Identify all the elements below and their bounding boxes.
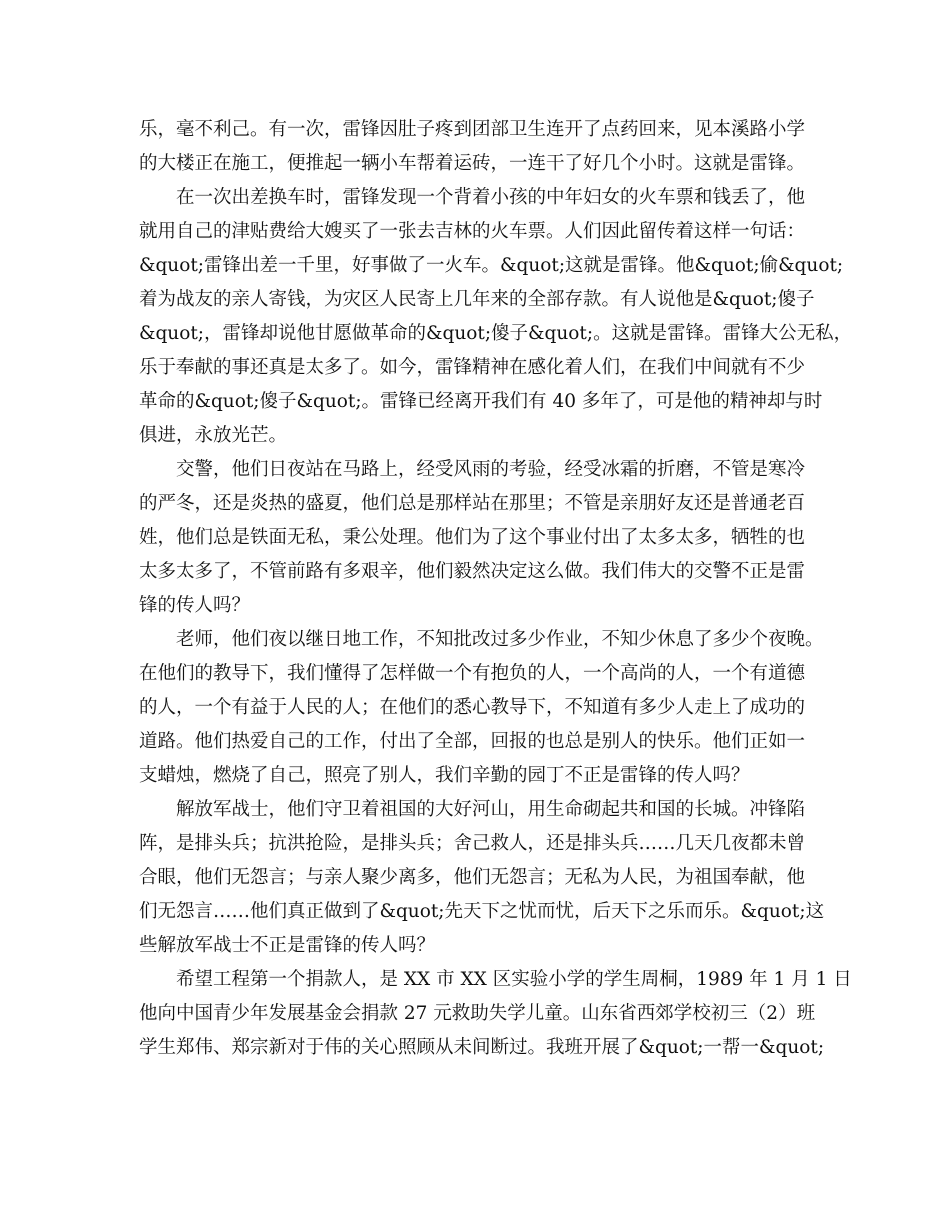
text-line: 些解放军战士不正是雷锋的传人吗？ [139,935,436,956]
text-line: 在他们的教导下，我们懂得了怎样做一个有抱负的人，一个高尚的人，一个有道德 [139,663,806,684]
text-line: 俱进，永放光芒。 [139,425,288,446]
text-line: 支蜡烛，燃烧了自己，照亮了别人，我们辛勤的园丁不正是雷锋的传人吗？ [139,765,750,786]
text-line: 们无怨言……他们真正做到了&quot;先天下之忧而忧，后天下之乐而乐。&quot;这 [139,901,825,922]
paragraph-start-line: 老师，他们夜以继日地工作，不知批改过多少作业，不知少休息了多少个夜晚。 [176,629,824,650]
text-line: 着为战友的亲人寄钱，为灾区人民寄上几年来的全部存款。有人说他是&quot;傻子 [139,289,815,310]
text-line: 太多太多了，不管前路有多艰辛，他们毅然决定这么做。我们伟大的交警不正是雷 [139,561,806,582]
paragraph-start-line: 交警，他们日夜站在马路上，经受风雨的考验，经受冰霜的折磨，不管是寒冷 [176,459,806,480]
text-line: 革命的&quot;傻子&quot;。雷锋已经离开我们有 40 多年了，可是他的精神却与时 [139,391,823,412]
text-line: 乐，毫不利己。有一次，雷锋因肚子疼到团部卫生连开了点药回来，见本溪路小学 [139,119,806,140]
paragraph-start-line: 在一次出差换车时，雷锋发现一个背着小孩的中年妇女的火车票和钱丢了，他 [176,187,806,208]
text-line: 阵，是排头兵；抗洪抢险，是排头兵；舍己救人，还是排头兵……几天几夜都未曾 [139,833,806,854]
paragraph-start-line: 希望工程第一个捐款人，是 XX 市 XX 区实验小学的学生周桐，1989 年 1 月 1 日 [176,969,852,990]
text-line: 的人，一个有益于人民的人；在他们的悉心教导下，不知道有多少人走上了成功的 [139,697,806,718]
text-line: 学生郑伟、郑宗新对于伟的关心照顾从未间断过。我班开展了&quot;一帮一&quot; [139,1037,825,1058]
text-line: 乐于奉献的事还真是太多了。如今，雷锋精神在感化着人们，在我们中间就有不少 [139,357,806,378]
text-line: 姓，他们总是铁面无私，秉公处理。他们为了这个事业付出了太多太多，牺牲的也 [139,527,806,548]
text-line: &quot;，雷锋却说他甘愿做革命的&quot;傻子&quot;。这就是雷锋。雷锋大公无私， [139,323,853,344]
text-line: 他向中国青少年发展基金会捐款 27 元救助失学儿童。山东省西郊学校初三（2）班 [139,1003,816,1024]
text-line: 合眼，他们无怨言；与亲人聚少离多，他们无怨言；无私为人民，为祖国奉献，他 [139,867,806,888]
text-line: &quot;雷锋出差一千里，好事做了一火车。&quot;这就是雷锋。他&quot;偷&quot; [139,255,844,276]
body-text [139,113,853,1065]
text-line: 锋的传人吗？ [139,595,251,616]
paragraph-start-line: 解放军战士，他们守卫着祖国的大好河山，用生命砌起共和国的长城。冲锋陷 [176,799,806,820]
text-line: 的大楼正在施工，便推起一辆小车帮着运砖，一连干了好几个小时。这就是雷锋。 [139,153,806,174]
text-line: 道路。他们热爱自己的工作，付出了全部，回报的也总是别人的快乐。他们正如一 [139,731,806,752]
text-line: 就用自己的津贴费给大嫂买了一张去吉林的火车票。人们因此留传着这样一句话： [139,221,806,242]
text-line: 的严冬，还是炎热的盛夏，他们总是那样站在那里；不管是亲朋好友还是普通老百 [139,493,806,514]
